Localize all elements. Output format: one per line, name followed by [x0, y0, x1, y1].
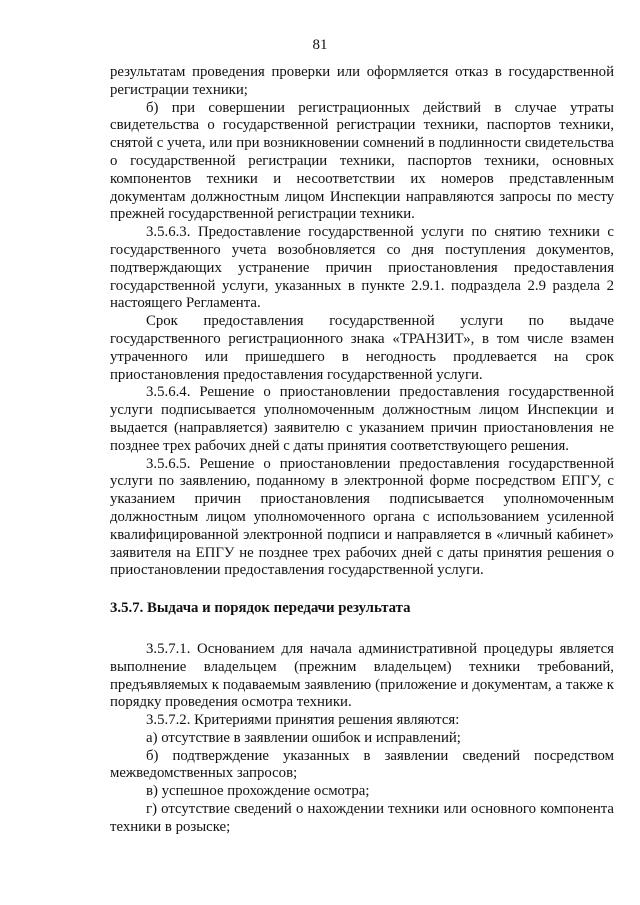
list-item: а) отсутствие в заявлении ошибок и исправлений;: [146, 729, 461, 746]
paragraph: результатам проведения проверки или оформляется отказ в государственной регистрации техники;: [110, 64, 614, 98]
paragraph: 3.5.7.2. Критериями принятия решения являются:: [146, 712, 460, 729]
paragraph: 3.5.6.5. Решение о приостановлении предоставления государственной услуги по заявлению, поданному в электронной форме посредством ЕПГУ, с указанием причин приостановления подписывается уполномоченным должностным лицом уполномоченного органа с использованием усиленной квалифицированной электронной подписи и направляется в «личный кабинет» заявителя на ЕПГУ не позднее трех рабочих дней с даты принятия решения о приостановлении предоставления государственной услуги.: [110, 455, 614, 579]
document-body: [110, 64, 614, 837]
page-number: 81: [312, 37, 328, 53]
list-item: в) успешное прохождение осмотра;: [146, 783, 370, 800]
paragraph: 3.5.6.4. Решение о приостановлении предоставления государственной услуги подписывается уполномоченным должностным лицом Инспекции и выдается (направляется) заявителю с указанием причин приостановления не позднее трех рабочих дней с даты принятия соответствующего решения.: [110, 384, 614, 454]
list-item: г) отсутствие сведений о нахождении техники или основного компонента техники в розыске;: [110, 801, 614, 835]
section-heading: 3.5.7. Выдача и порядок передачи результата: [110, 600, 411, 617]
paragraph: 3.5.7.1. Основанием для начала административной процедуры является выполнение владельцем (прежним владельцем) техники требований, предъявляемых к подаваемым заявлению (приложение и документам, а также к порядку проведения осмотра техники.: [110, 640, 614, 711]
paragraph: Срок предоставления государственной услуги по выдаче государственного регистрационного знака «ТРАНЗИТ», в том числе взамен утраченного или пришедшего в негодность продлевается на срок приостановления предоставления государственной услуги.: [110, 313, 614, 383]
paragraph: 3.5.6.3. Предоставление государственной услуги по снятию техники с государственного учета возобновляется со дня поступления документов, подтверждающих устранение причин приостановления предоставления государственной услуги, указанных в пункте 2.9.1. подраздела 2.9 раздела 2 настоящего Регламента.: [110, 224, 614, 312]
list-item: б) подтверждение указанных в заявлении сведений посредством межведомственных запросов;: [110, 747, 614, 782]
paragraph: б) при совершении регистрационных действий в случае утраты свидетельства о государственной регистрации техники, паспортов техники, снятой с учета, или при возникновении сомнений в подлинности свидетельства о государственной регистрации техники, паспортов техники, основных компонентов техники и несоответствии их номеров представленным документам должностным лицом Инспекции направляются запросы по месту прежней государственной регистрации техники.: [110, 99, 614, 223]
